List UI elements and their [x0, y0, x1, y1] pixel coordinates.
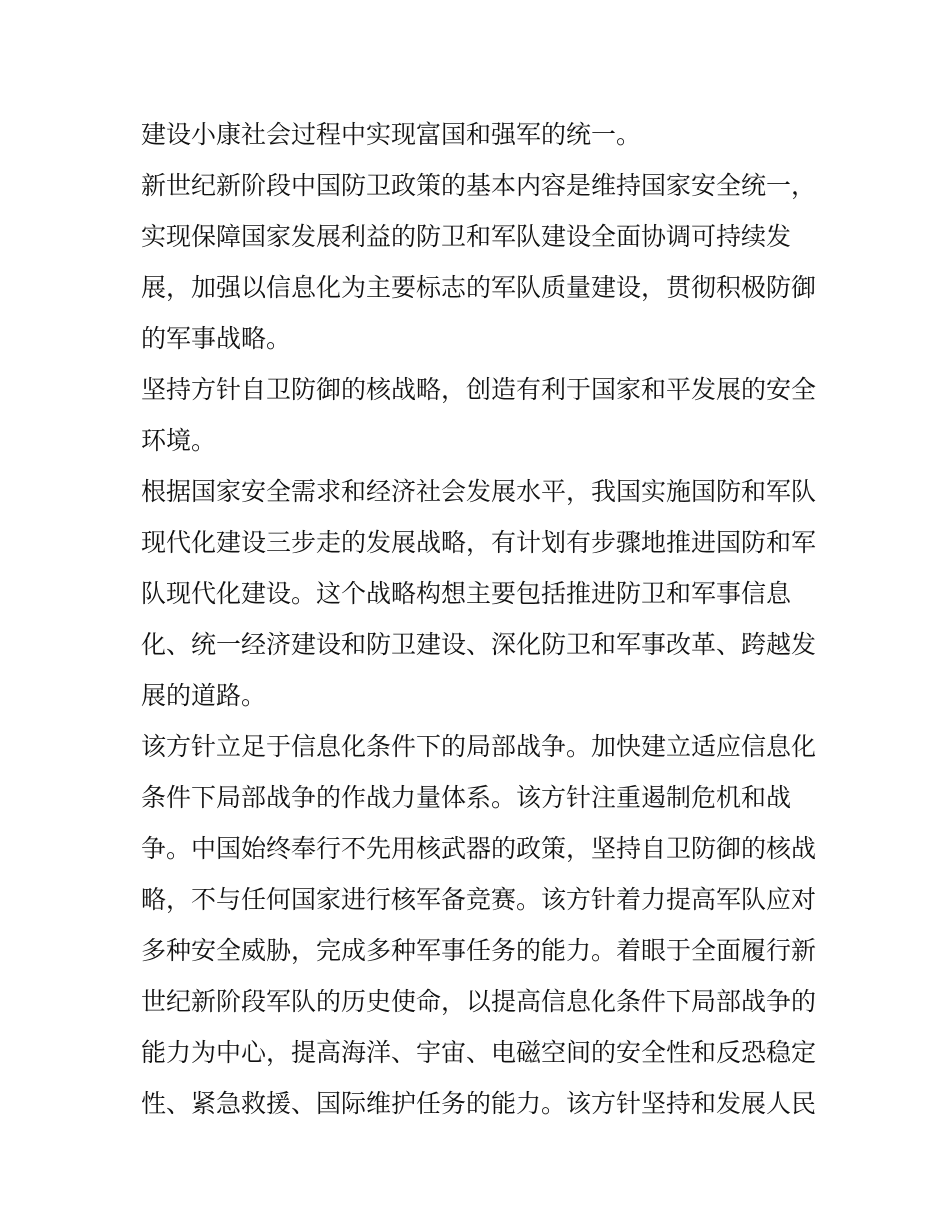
paragraph-3: [141, 364, 817, 466]
text-line: 能力为中心，提高海洋、宇宙、电磁空间的安全性和反恐稳定: [141, 1038, 817, 1067]
text-line: 建设小康社会过程中实现富国和强军的统一。: [141, 120, 642, 149]
text-line: 争。中国始终奉行不先用核武器的政策，坚持自卫防御的核战: [141, 834, 817, 863]
paragraph-5: [141, 721, 817, 1129]
text-line: 条件下局部战争的作战力量体系。该方针注重遏制危机和战: [141, 783, 792, 812]
text-line: 现代化建设三步走的发展战略，有计划有步骤地推进国防和军: [141, 528, 817, 557]
paragraph-1: [141, 109, 813, 160]
text-line: 环境。: [141, 426, 217, 455]
text-line: 性、紧急救援、国际维护任务的能力。该方针坚持和发展人民: [141, 1089, 817, 1118]
text-line: 展，加强以信息化为主要标志的军队质量建设，贯彻积极防御: [141, 273, 817, 302]
text-line: 该方针立足于信息化条件下的局部战争。加快建立适应信息化: [141, 732, 817, 761]
text-line: 实现保障国家发展利益的防卫和军队建设全面协调可持续发: [141, 222, 792, 251]
text-line: 化、统一经济建设和防卫建设、深化防卫和军事改革、跨越发: [141, 630, 817, 659]
document-body: [141, 109, 817, 1129]
paragraph-2: [141, 160, 817, 364]
text-line: 新世纪新阶段中国防卫政策的基本内容是维持国家安全统一，: [141, 171, 817, 200]
text-line: 队现代化建设。这个战略构想主要包括推进防卫和军事信息: [141, 579, 792, 608]
text-line: 略，不与任何国家进行核军备竞赛。该方针着力提高军队应对: [141, 885, 817, 914]
text-line: 根据国家安全需求和经济社会发展水平，我国实施国防和军队: [141, 477, 817, 506]
text-line: 世纪新阶段军队的历史使命，以提高信息化条件下局部战争的: [141, 987, 817, 1016]
paragraph-4: [141, 466, 817, 721]
text-line: 展的道路。: [141, 681, 267, 710]
text-line: 的军事战略。: [141, 324, 292, 353]
text-line: 多种安全威胁，完成多种军事任务的能力。着眼于全面履行新: [141, 936, 817, 965]
text-line: 坚持方针自卫防御的核战略，创造有利于国家和平发展的安全: [141, 375, 817, 404]
